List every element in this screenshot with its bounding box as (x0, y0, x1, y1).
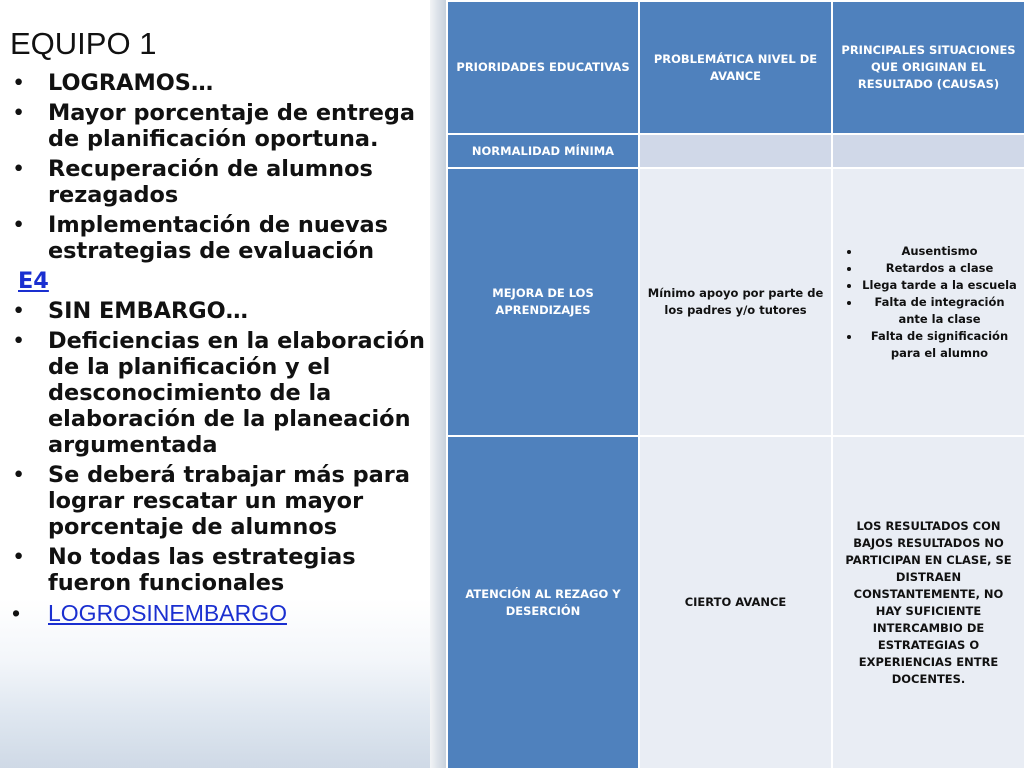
bullet-dot-icon: • (12, 298, 26, 324)
bullet-item (10, 156, 435, 208)
bullet-text: Implementación de nuevas estrategias de evaluación (48, 212, 388, 264)
bullet-dot-icon: • (12, 70, 26, 96)
bullet-item (10, 462, 435, 540)
bullet-text: No todas las estrategias fueron funcionales (48, 544, 356, 596)
bullet-list (10, 70, 435, 630)
bullet-text: Deficiencias en la elaboración de la planificación y el desconocimiento de la elaboración de la planeación argumentada (48, 328, 425, 458)
cell-atencion: ATENCIÓN AL REZAGO Y DESERCIÓN (447, 436, 639, 769)
causes-list (839, 243, 1018, 362)
bullet-dot-icon: • (12, 328, 26, 354)
bullet-dot-icon: • (12, 544, 26, 570)
bullet-text: Recuperación de alumnos rezagados (48, 156, 373, 208)
slide-title: EQUIPO 1 (10, 26, 157, 61)
cell-empty (832, 134, 1024, 168)
header-prioridades: PRIORIDADES EDUCATIVAS (447, 1, 639, 134)
bullet-dot-icon: • (12, 600, 21, 626)
bullet-text: LOGRAMOS… (48, 70, 214, 96)
bullet-item (10, 70, 435, 96)
header-causas: PRINCIPALES SITUACIONES QUE ORIGINAN EL RESULTADO (CAUSAS) (832, 1, 1024, 134)
cause-item: • Retardos a clase (861, 260, 1018, 277)
table-header-row (447, 1, 1024, 134)
cell-normalidad: NORMALIDAD MÍNIMA (447, 134, 639, 168)
bullet-dot-icon: • (12, 462, 26, 488)
table-row (447, 134, 1024, 168)
header-problematica: PROBLEMÁTICA NIVEL DE AVANCE (639, 1, 832, 134)
table-row (447, 168, 1024, 436)
logrosinembargo-link[interactable]: LOGROSINEMBARGO (48, 600, 287, 626)
cause-item: • Falta de significación para el alumno (861, 328, 1018, 362)
bottom-link-item (10, 600, 435, 626)
cause-item: • Ausentismo (861, 243, 1018, 260)
cell-resultados: LOS RESULTADOS CON BAJOS RESULTADOS NO PARTICIPAN EN CLASE, SE DISTRAEN CONSTANTEMENTE, NO HAY SUFICIENTE INTERCAMBIO DE ESTRATEGIAS O EXPERIENCIAS ENTRE DOCENTES. (832, 436, 1024, 769)
table-row (447, 436, 1024, 769)
cell-minimo-apoyo: Mínimo apoyo por parte de los padres y/o tutores (639, 168, 832, 436)
bullet-dot-icon: • (12, 100, 26, 126)
priorities-table (446, 0, 1024, 770)
cause-item: • Falta de integración ante la clase (861, 294, 1018, 328)
bullet-item (10, 212, 435, 264)
cell-causes-list (832, 168, 1024, 436)
bullet-item (10, 328, 435, 458)
bullet-item (10, 544, 435, 596)
bullet-text: SIN EMBARGO… (48, 298, 249, 324)
e4-link[interactable]: E4 (18, 268, 49, 294)
bullet-text: Se deberá trabajar más para lograr rescatar un mayor porcentaje de alumnos (48, 462, 410, 540)
e4-item (10, 268, 435, 294)
cell-empty (639, 134, 832, 168)
cell-cierto-avance: CIERTO AVANCE (639, 436, 832, 769)
bullet-dot-icon: • (12, 212, 26, 238)
bullet-item (10, 298, 435, 324)
bullet-item (10, 100, 435, 152)
cell-mejora: MEJORA DE LOS APRENDIZAJES (447, 168, 639, 436)
bullet-text: Mayor porcentaje de entrega de planificación oportuna. (48, 100, 416, 152)
cause-item: • Llega tarde a la escuela (861, 277, 1018, 294)
bullet-dot-icon: • (12, 156, 26, 182)
